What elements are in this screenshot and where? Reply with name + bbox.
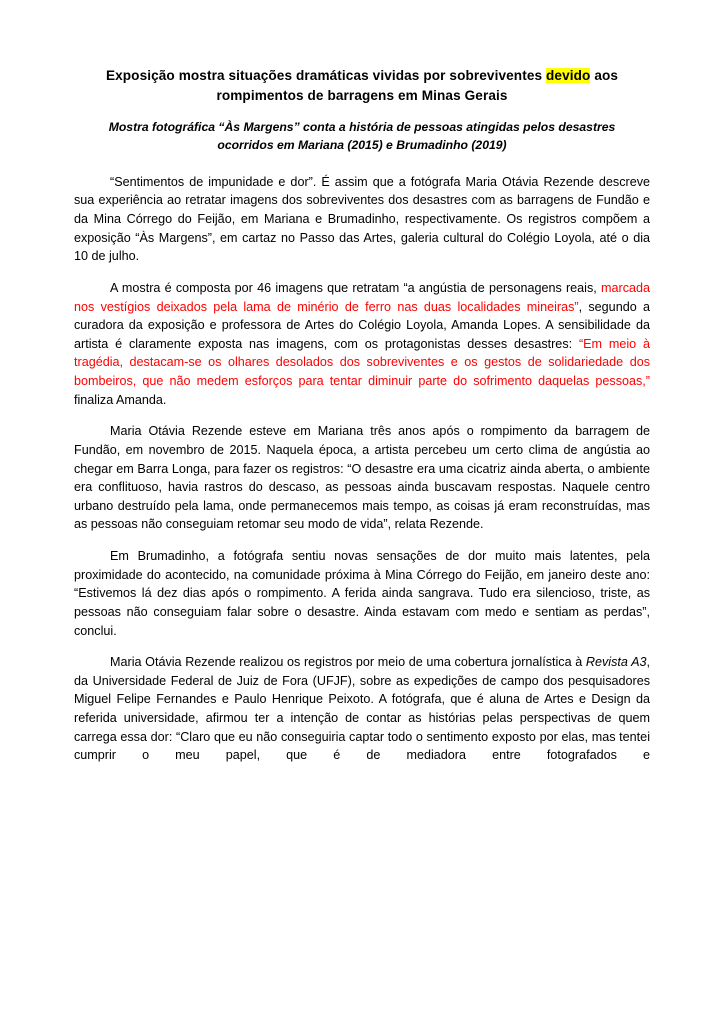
paragraph-4 (74, 547, 650, 640)
page-subtitle: Mostra fotográfica “Às Margens” conta a história de pessoas atingidas pelos desastres ocorridos em Mariana (2015) e Brumadinho (2019) (108, 120, 616, 153)
page-title-highlight: devido (546, 68, 591, 83)
text-run: , segundo a curadora da exposição e professora de Artes do Colégio Loyola, Amanda Lopes. A sensibilidade da artista é claramente exposta nas imagens, com os protagonistas desses desastres: (74, 299, 650, 351)
text-run: Maria Otávia Rezende esteve em Mariana três anos após o rompimento da barragem de Fundão, em novembro de 2015. Naquela época, a artista percebeu um certo clima de angústia ao chegar em Barra Longa, para fazer os registros: “O desastre era uma cicatriz ainda aberta, o ambiente era conflituoso, havia rastros do descaso, as pessoas ainda buscavam respostas. Naquele centro urbano destruído pela lama, onde permanecemos mais tempo, as coisas já eram reconstruídas, mas as pessoas não conseguiam retomar seu modo de vida”, relata Rezende. (74, 424, 650, 532)
paragraph-1 (74, 173, 650, 266)
text-run: A mostra é composta por 46 imagens que retratam “a angústia de personagens reais, (110, 280, 601, 295)
text-run: , da Universidade Federal de Juiz de Fora (UFJF), sobre as expedições de campo dos pesquisadores Miguel Felipe Fernandes e Paulo Henrique Peixoto. A fotógrafa, que é aluna de Artes e Design da referida universidade, afirmou ter a intenção de contar as histórias pelas perspectivas de quem carrega essa dor: “Claro que eu não conseguiria captar todo o sentimento exposto por elas, mas tentei cumprir o meu papel, que é de mediadora entre fotografados e (74, 655, 650, 763)
page-title-part2: aos rompimentos de barragens em Minas Gerais (216, 68, 619, 103)
article-body (74, 173, 650, 765)
paragraph-3 (74, 422, 650, 534)
text-run: Revista A3 (585, 655, 647, 670)
text-run: “Em meio à tragédia, destacam-se os olhares desolados dos sobreviventes e os gestos de solidariedade dos bombeiros, que não medem esforços para tentar diminuir parte do sofrimento daquelas pessoas,” (74, 336, 650, 389)
text-run: “Sentimentos de impunidade e dor”. É assim que a fotógrafa Maria Otávia Rezende descreve sua experiência ao retratar imagens dos sobreviventes dos desastres com as barragens de Fundão e da Mina Córrego do Feijão, em Mariana e Brumadinho, respectivamente. Os registros compõem a exposição “Às Margens”, em cartaz no Passo das Artes, galeria cultural do Colégio Loyola, até o dia 10 de julho. (74, 174, 650, 264)
text-run: finaliza Amanda. (74, 392, 167, 407)
page-title (74, 66, 650, 105)
text-run: Maria Otávia Rezende realizou os registros por meio de uma cobertura jornalística à (110, 655, 586, 670)
text-run: marcada nos vestígios deixados pela lama de minério de ferro nas duas localidades mineiras” (74, 280, 650, 314)
paragraph-5 (74, 653, 650, 765)
paragraph-2 (74, 279, 650, 409)
text-run: Em Brumadinho, a fotógrafa sentiu novas sensações de dor muito mais latentes, pela proximidade do acontecido, na comunidade próxima à Mina Córrego do Feijão, em janeiro deste ano: “Estivemos lá dez dias após o rompimento. A ferida ainda sangrava. Tudo era silencioso, triste, as pessoas não conseguiam falar sobre o desastre. Ainda estavam com medo e sentiam as perdas”, conclui. (74, 549, 650, 638)
page-title-part1: Exposição mostra situações dramáticas vividas por sobreviventes (105, 68, 547, 83)
